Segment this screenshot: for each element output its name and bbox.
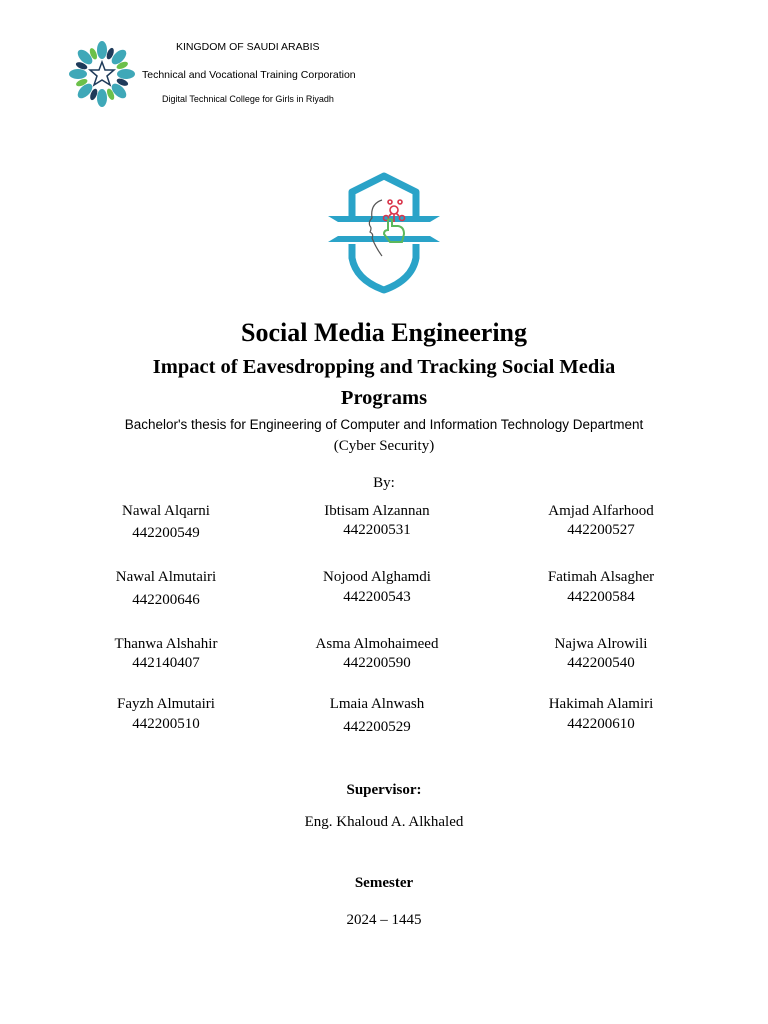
header-college: Digital Technical College for Girls in Riyadh [162, 94, 334, 104]
thesis-description: Bachelor's thesis for Engineering of Computer and Information Technology Department [124, 417, 644, 432]
supervisor-name: Eng. Khaloud A. Alkhaled [304, 814, 464, 830]
by-label: By: [373, 475, 395, 491]
student-name: Najwa Alrowili [554, 636, 648, 652]
student-name: Hakimah Alamiri [548, 696, 654, 712]
header-corporation: Technical and Vocational Training Corporation [142, 69, 356, 81]
student-name: Fatimah Alsagher [547, 569, 655, 585]
specialization: (Cyber Security) [333, 438, 435, 454]
student-id: 442200590 [343, 655, 411, 671]
semester-label: Semester [354, 875, 414, 891]
student-name: Nojood Alghamdi [323, 569, 431, 585]
student-id: 442200610 [567, 716, 635, 732]
student-id: 442200543 [343, 589, 411, 605]
student-id: 442200529 [343, 719, 411, 735]
student-name: Lmaia Alnwash [329, 696, 425, 712]
student-id: 442140407 [132, 655, 200, 671]
semester-value: 2024 – 1445 [346, 912, 422, 928]
subtitle-line-1: Impact of Eavesdropping and Tracking Social Media [152, 356, 616, 378]
student-id: 442200531 [343, 522, 411, 538]
supervisor-label: Supervisor: [346, 782, 422, 798]
student-id: 442200540 [567, 655, 635, 671]
student-name: Ibtisam Alzannan [324, 503, 430, 519]
subtitle-line-2: Programs [340, 387, 428, 409]
student-id: 442200584 [567, 589, 635, 605]
student-name: Fayzh Almutairi [117, 696, 215, 712]
page-title: Social Media Engineering [241, 318, 527, 347]
student-name: Thanwa Alshahir [114, 636, 218, 652]
student-id: 442200510 [132, 716, 200, 732]
student-name: Asma Almohaimeed [315, 636, 439, 652]
student-id: 442200527 [567, 522, 635, 538]
student-id: 442200646 [132, 592, 200, 608]
cyber-security-shield-icon [326, 172, 442, 296]
student-name: Nawal Alqarni [122, 503, 210, 519]
header-country: KINGDOM OF SAUDI ARABIS [176, 41, 320, 53]
student-name: Nawal Almutairi [115, 569, 217, 585]
tvtc-logo [66, 36, 138, 116]
student-id: 442200549 [132, 525, 200, 541]
student-name: Amjad Alfarhood [548, 503, 654, 519]
